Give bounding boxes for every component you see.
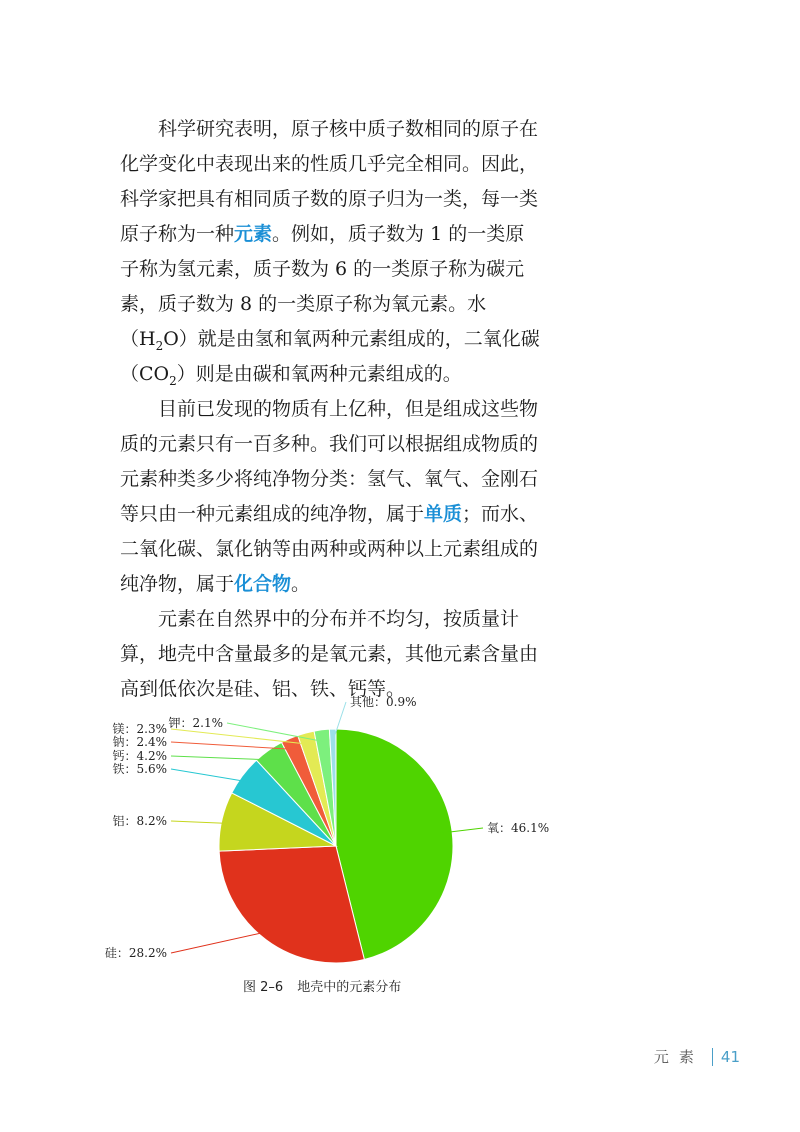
text-run: 。 [291, 573, 311, 595]
leader-line [171, 930, 273, 953]
text-run: 目前已发现的物质有上亿种，但是组成这些物质的元素只有一百多种。我们可以根据组成物质的元素种类多少将纯净物分类：氢气、氧气、金刚石等只由一种元素组成的纯净物，属于 [120, 398, 539, 525]
chapter-title: 元素 [653, 1048, 704, 1066]
page-footer [654, 1046, 740, 1067]
subscript: 2 [155, 338, 164, 353]
slice-label: 铁：5.6% [112, 762, 167, 776]
paragraph-2 [120, 392, 540, 602]
text-run: O）就是由氢和氧两种元素组成的，二氧化碳（CO [120, 328, 540, 385]
text-run: ；而水、二氧化碳、氯化钠等由两种或两种以上元素组成的纯净物，属于 [120, 503, 539, 595]
paragraph-1 [120, 112, 540, 392]
text-run: 。例如，质子数为 1 的一类原子称为氢元素，质子数为 6 的一类原子称为碳元素，质子数为 8 的一类原子称为氧元素。水（H [120, 223, 525, 350]
text-run: 科学研究表明，原子核中质子数相同的原子在化学变化中表现出来的性质几乎完全相同。因此，科学家把具有相同质子数的原子归为一类，每一类原子称为一种 [120, 118, 539, 245]
subscript: 2 [169, 373, 177, 388]
figure-number: 图 2–6 [243, 980, 284, 995]
slice-label: 钙：4.2% [112, 749, 167, 763]
leader-line [171, 729, 309, 744]
pie-chart [0, 680, 800, 1000]
paragraph-3: 元素在自然界中的分布并不均匀，按质量计算，地壳中含量最多的是氧元素，其他元素含量由高到低依次是硅、铝、铁、钙等。 [120, 608, 539, 700]
term-compound: 化合物 [234, 573, 292, 595]
figure-caption [243, 976, 401, 995]
text-run: ）则是由碳和氧两种元素组成的。 [176, 363, 462, 385]
footer-divider [712, 1048, 713, 1066]
page-number: 41 [720, 1047, 740, 1066]
slice-label: 硅：28.2% [104, 946, 167, 960]
slice-label: 钠：2.4% [112, 735, 167, 749]
leader-line [171, 769, 252, 783]
slice-label: 其他：0.9% [350, 695, 417, 709]
slice-label: 氧：46.1% [487, 821, 550, 835]
figure-caption-text: 地壳中的元素分布 [297, 980, 402, 995]
slice-label: 钾：2.1% [168, 716, 223, 730]
term-element: 元素 [234, 223, 273, 245]
pie-chart-svg [0, 680, 800, 1000]
term-simple-substance: 单质 [424, 503, 463, 525]
slice-label: 镁：2.3% [112, 722, 167, 736]
slice-label: 铝：8.2% [112, 814, 167, 828]
body-text [120, 112, 540, 707]
